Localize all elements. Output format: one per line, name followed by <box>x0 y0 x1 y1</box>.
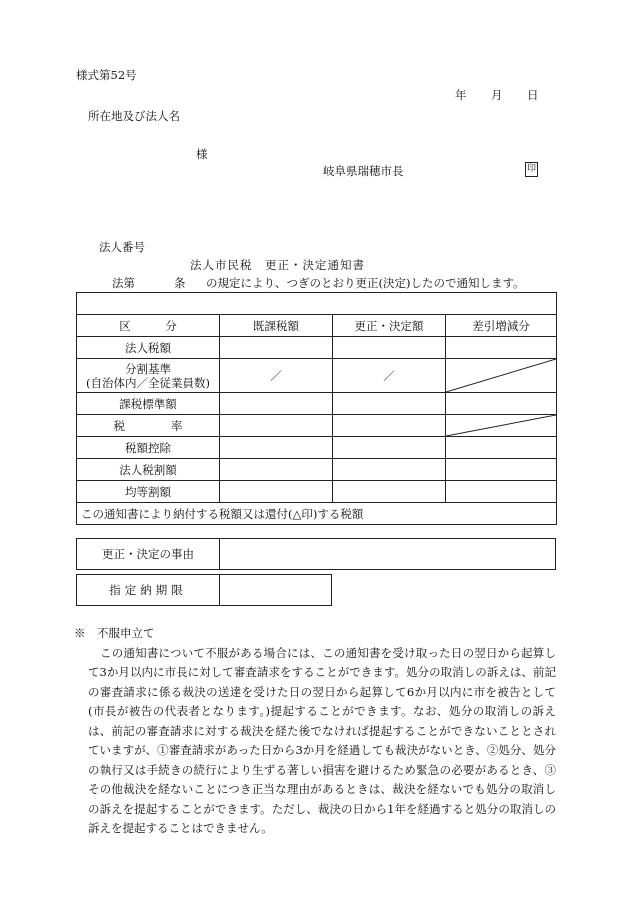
table-row <box>77 393 557 415</box>
appeal-notes <box>76 624 556 839</box>
row-label <box>77 359 220 393</box>
table-row <box>77 337 557 359</box>
date-month: 月 <box>491 88 503 102</box>
deadline-box <box>76 574 332 606</box>
reason-box <box>76 538 556 570</box>
cell-revised <box>333 459 446 481</box>
cell-existing <box>220 415 333 437</box>
header-category: 区 分 <box>77 315 220 337</box>
header-existing: 既課税額 <box>220 315 333 337</box>
cell-existing-ratio: ／ <box>220 359 333 393</box>
cell-revised-ratio: ／ <box>333 359 446 393</box>
notes-body: この通知書について不服がある場合には、この通知書を受け取った日の翌日から起算して3か月以内に市長に対して審査請求をすることができます。処分の取消しの訴えは、前記の審査請求に係る裁決の送達を受けた日の翌日から起算して6か月以内に市を被告として(市長が被告の代表者となります。)提起することができます。なお、処分の取消しの訴えは、前記の審査請求に対する裁決を経た後でなければ提起することができないこととされていますが、①審査請求があった日から3か月を経過しても裁決がないとき、②処分、処分の執行又は手続きの続行により生ずる著しい損害を避けるため緊急の必要があるとき、③その他裁決を経ないことにつき正当な理由があるときは、裁決を経ないでも処分の取消しの訴えを提起することができます。ただし、裁決の日から1年を経過すると処分の取消しの訴えを提起することはできません。 <box>88 645 556 835</box>
row-label: 法人税額 <box>77 337 220 359</box>
blank-cell <box>77 293 557 315</box>
cell-existing <box>220 481 333 503</box>
issuer-name: 岐阜県瑞穂市長 <box>323 164 404 178</box>
cell-existing <box>220 337 333 359</box>
addressee-honorific: 様 <box>196 147 208 161</box>
row-label-line2: (自治体内／全従業員数) <box>86 375 210 390</box>
row-label-line1: 分割基準 <box>125 361 171 376</box>
intro-prefix: 法第 <box>112 276 135 290</box>
cell-difference <box>446 393 557 415</box>
corp-number-label: 法人番号 <box>99 240 145 254</box>
diagonal-line <box>446 359 556 392</box>
cell-difference <box>446 337 557 359</box>
table-header-row <box>77 315 557 337</box>
intro-article: 条 <box>174 276 186 290</box>
table-row <box>77 359 557 393</box>
intro-text: の規定により、つぎのとおり更正(決定)したので通知します。 <box>206 276 525 290</box>
table-row <box>77 437 557 459</box>
diagonal-line <box>446 415 556 436</box>
cell-revised <box>333 393 446 415</box>
row-label: 均等割額 <box>77 481 220 503</box>
notes-heading: ※ 不服申立て <box>74 626 155 640</box>
table-row <box>77 459 557 481</box>
address-label: 所在地及び法人名 <box>88 109 180 123</box>
tax-table <box>76 292 557 525</box>
header-difference: 差引増減分 <box>446 315 557 337</box>
cell-difference-diagonal <box>446 359 557 393</box>
table-blank-row <box>77 293 557 315</box>
cell-existing <box>220 459 333 481</box>
row-label: 法人税割額 <box>77 459 220 481</box>
cell-difference <box>446 437 557 459</box>
cell-difference <box>446 459 557 481</box>
form-number: 様式第52号 <box>76 68 137 82</box>
cell-revised <box>333 481 446 503</box>
table-footer-row <box>77 503 557 525</box>
cell-existing <box>220 437 333 459</box>
reason-value <box>220 539 555 569</box>
row-label: 税 率 <box>77 415 220 437</box>
table-row <box>77 415 557 437</box>
reason-label: 更正・決定の事由 <box>77 539 220 569</box>
cell-revised <box>333 337 446 359</box>
date-year: 年 <box>455 88 467 102</box>
footer-note: この通知書により納付する税額又は還付(△印)する税額 <box>77 503 557 525</box>
header-revised: 更正・決定額 <box>333 315 446 337</box>
cell-existing <box>220 393 333 415</box>
row-label: 課税標準額 <box>77 393 220 415</box>
cell-revised <box>333 437 446 459</box>
deadline-label: 指定納期限 <box>77 575 220 605</box>
cell-revised <box>333 415 446 437</box>
deadline-value <box>220 575 331 605</box>
cell-difference-diagonal <box>446 415 557 437</box>
seal-mark: 印 <box>525 162 538 177</box>
table-row <box>77 481 557 503</box>
date-day: 日 <box>527 88 539 102</box>
page-title: 法人市民税 更正・決定通知書 <box>190 258 365 272</box>
row-label: 税額控除 <box>77 437 220 459</box>
cell-difference <box>446 481 557 503</box>
